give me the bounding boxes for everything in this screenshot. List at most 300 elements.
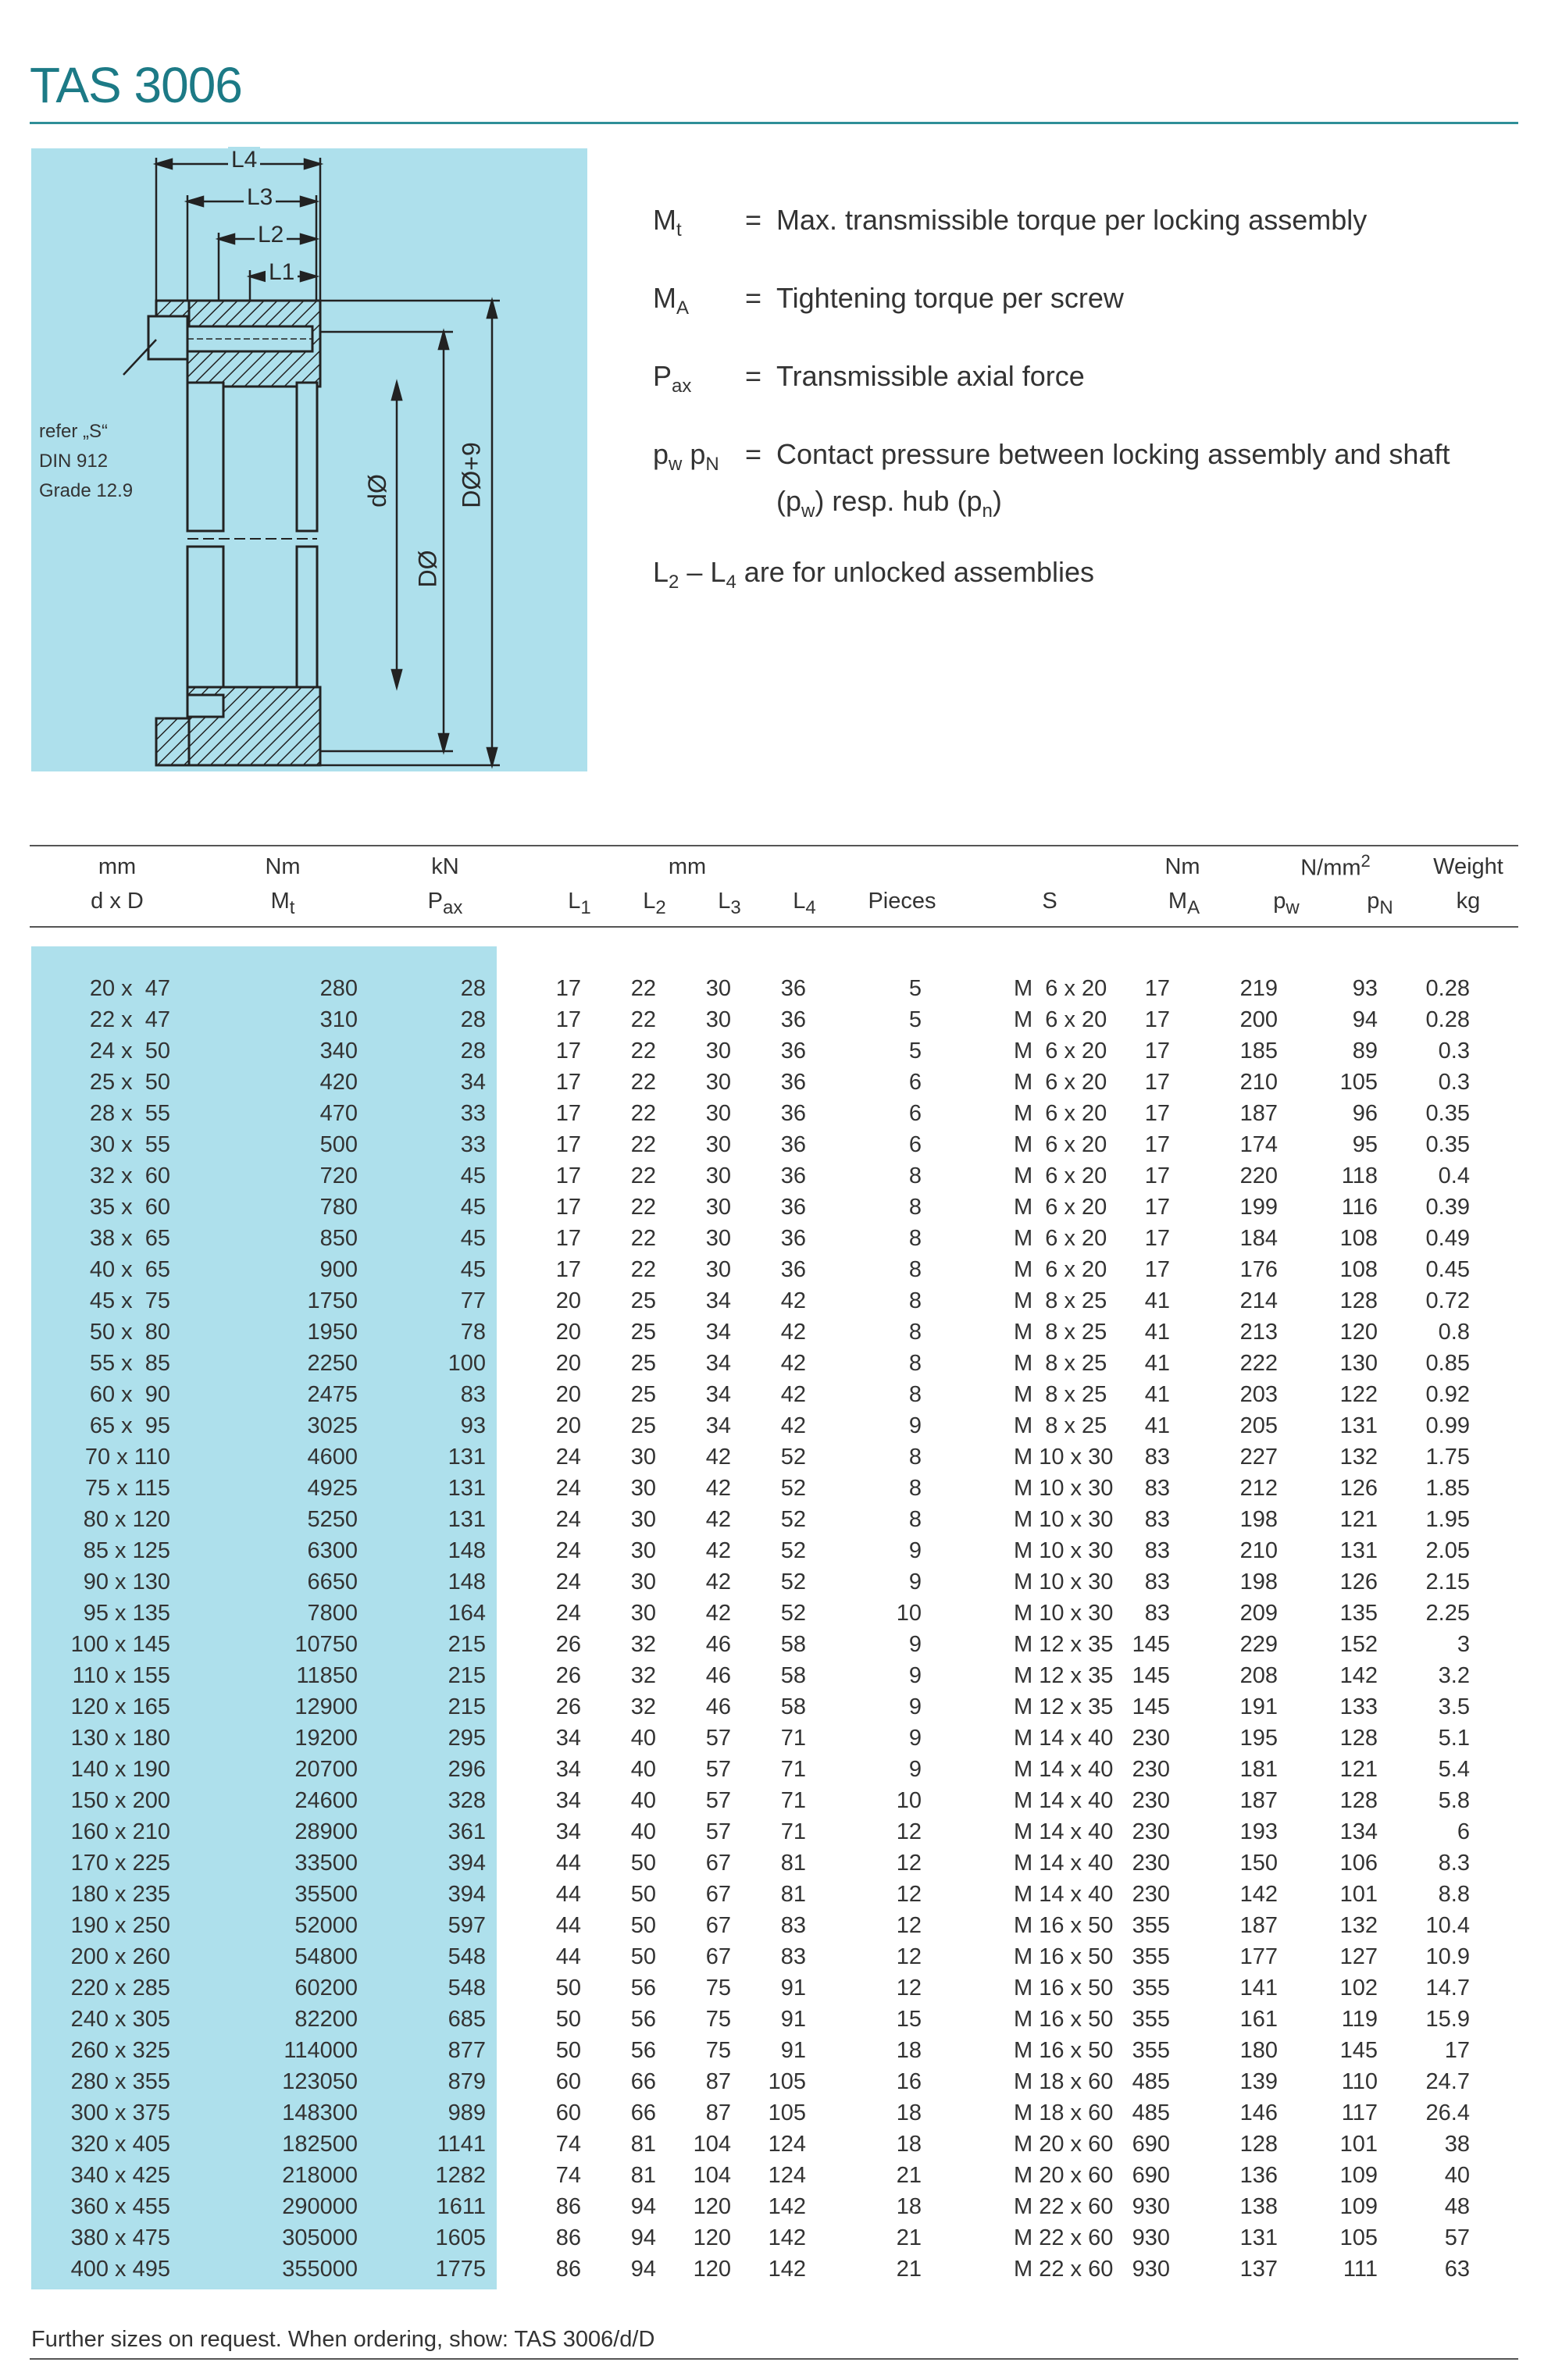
table-cell: 130 x 180 (70, 1725, 170, 1751)
table-cell: 2475 (307, 1381, 358, 1407)
table-cell: 131 (1239, 2225, 1278, 2250)
table-cell: 17 (555, 1007, 581, 1032)
table-cell: 690 (1132, 2131, 1170, 2157)
table-cell: 26 (555, 1631, 581, 1657)
table-cell: M 6 x 20 (1014, 1256, 1107, 1282)
table-row (31, 1941, 1470, 1972)
table-cell: M 14 x 40 (1014, 1725, 1114, 1751)
table-cell: 2.05 (1425, 1537, 1470, 1563)
table-cell: M 18 x 60 (1014, 2068, 1114, 2094)
table-cell: 199 (1239, 1194, 1278, 1220)
table-cell: 41 (1144, 1319, 1170, 1345)
table-cell: M 12 x 35 (1014, 1631, 1114, 1657)
table-cell: 0.35 (1425, 1100, 1470, 1126)
table-cell: 30 (705, 1225, 731, 1251)
table-cell: 41 (1144, 1381, 1170, 1407)
table-cell: 1750 (307, 1288, 358, 1313)
dim-label-l3: L3 (244, 184, 276, 211)
table-cell: 56 (630, 1975, 656, 2001)
table-cell: 380 x 475 (70, 2225, 170, 2250)
col-l2: $L_2$ (643, 889, 666, 918)
table-cell: 8 (908, 1475, 922, 1501)
table-cell: 230 (1132, 1725, 1170, 1751)
table-cell: 131 (1339, 1413, 1378, 1438)
table-cell: 148 (448, 1537, 486, 1563)
table-cell: 24600 (294, 1787, 358, 1813)
label-d: dØ (363, 471, 392, 511)
table-cell: 44 (555, 1944, 581, 1969)
table-cell: 46 (705, 1631, 731, 1657)
table-cell: 142 (768, 2193, 806, 2219)
footer-note: Further sizes on request. When ordering, show: TAS 3006/d/D (31, 2327, 655, 2352)
table-cell: M 8 x 25 (1014, 1288, 1107, 1313)
table-cell: 48 (1444, 2193, 1470, 2219)
table-cell: 110 x 155 (72, 1662, 170, 1688)
table-cell: 485 (1132, 2100, 1170, 2125)
table-row (31, 1285, 1470, 1316)
table-cell: M 14 x 40 (1014, 1850, 1114, 1876)
table-cell: 74 (555, 2131, 581, 2157)
table-cell: 19200 (294, 1725, 358, 1751)
table-cell: 22 (630, 1225, 656, 1251)
unit-nm-ma: Nm (1164, 854, 1200, 879)
table-cell: 30 (630, 1569, 656, 1594)
table-cell: 42 (705, 1475, 731, 1501)
table-cell: 190 x 250 (70, 1912, 170, 1938)
table-cell: 548 (448, 1944, 486, 1969)
footer-rule (30, 2358, 1518, 2360)
legend-symbol: $p_w$ $p_N$ (653, 438, 719, 476)
table-cell: 36 (780, 1163, 806, 1188)
table-cell: 36 (780, 1256, 806, 1282)
table-cell: 1141 (437, 2131, 486, 2157)
table-cell: 2.25 (1425, 1600, 1470, 1626)
table-header-rule (30, 926, 1518, 928)
table-cell: 78 (460, 1319, 486, 1345)
unit-nm: Nm (265, 854, 301, 879)
table-cell: 597 (448, 1912, 486, 1938)
table-cell: 18 (896, 2037, 922, 2063)
table-cell: 35500 (294, 1881, 358, 1907)
table-cell: 132 (1339, 1912, 1378, 1938)
table-cell: 10.4 (1425, 1912, 1470, 1938)
table-cell: 93 (1352, 975, 1378, 1001)
table-cell: 185 (1239, 1038, 1278, 1064)
table-cell: 50 (630, 1944, 656, 1969)
table-cell: 24 (555, 1569, 581, 1594)
table-cell: 187 (1239, 1100, 1278, 1126)
table-cell: 17 (555, 1100, 581, 1126)
table-cell: 30 (630, 1600, 656, 1626)
table-cell: M 14 x 40 (1014, 1787, 1114, 1813)
table-cell: 355 (1132, 1912, 1170, 1938)
table-cell: 40 x 65 (89, 1256, 170, 1282)
table-cell: 0.28 (1425, 1007, 1470, 1032)
table-cell: 200 (1239, 1007, 1278, 1032)
table-cell: 58 (780, 1662, 806, 1688)
table-cell: 44 (555, 1912, 581, 1938)
table-cell: 9 (908, 1569, 922, 1594)
table-row (31, 1067, 1470, 1098)
table-cell: 33 (460, 1131, 486, 1157)
table-cell: 161 (1239, 2006, 1278, 2032)
screw-note (39, 417, 133, 506)
table-cell: 8 (908, 1319, 922, 1345)
table-cell: M 8 x 25 (1014, 1350, 1107, 1376)
table-cell: 40 (630, 1725, 656, 1751)
table-cell: 42 (780, 1288, 806, 1313)
table-cell: M 20 x 60 (1014, 2162, 1114, 2188)
table-cell: 30 (705, 975, 731, 1001)
table-cell: 21 (896, 2225, 922, 2250)
table-cell: 65 x 95 (89, 1413, 170, 1438)
table-row (31, 1379, 1470, 1410)
table-row (31, 1660, 1470, 1691)
table-cell: 126 (1339, 1569, 1378, 1594)
table-cell: 74 (555, 2162, 581, 2188)
table-cell: 101 (1339, 1881, 1378, 1907)
table-cell: 14.7 (1425, 1975, 1470, 2001)
table-cell: 105 (1339, 1069, 1378, 1095)
legend-symbol: $M_A$ (653, 282, 690, 319)
table-cell: 180 (1239, 2037, 1278, 2063)
table-cell: 34 (555, 1787, 581, 1813)
table-cell: 989 (448, 2100, 486, 2125)
table-row (31, 2097, 1470, 2129)
table-cell: 24 (555, 1444, 581, 1470)
table-cell: 34 (555, 1819, 581, 1844)
table-cell: 25 x 50 (89, 1069, 170, 1095)
table-cell: 71 (780, 1756, 806, 1782)
table-cell: 109 (1339, 2162, 1378, 2188)
table-cell: 340 x 425 (70, 2162, 170, 2188)
table-cell: 81 (630, 2162, 656, 2188)
table-row (31, 2129, 1470, 2160)
table-cell: 0.45 (1425, 1256, 1470, 1282)
table-cell: 30 (705, 1038, 731, 1064)
table-cell: 100 (448, 1350, 486, 1376)
table-cell: 20 (555, 1413, 581, 1438)
table-cell: 15.9 (1425, 2006, 1470, 2032)
legend-desc: Transmissible axial force (776, 360, 1085, 392)
table-cell: 86 (555, 2193, 581, 2219)
table-cell: 1.85 (1425, 1475, 1470, 1501)
table-cell: 45 (460, 1194, 486, 1220)
table-cell: 28 (460, 1007, 486, 1032)
table-cell: M 6 x 20 (1014, 1100, 1107, 1126)
unit-weight: Weight (1433, 854, 1503, 879)
table-cell: 56 (630, 2037, 656, 2063)
table-cell: 104 (693, 2131, 731, 2157)
table-cell: 36 (780, 1038, 806, 1064)
table-cell: M 6 x 20 (1014, 1225, 1107, 1251)
table-cell: 203 (1239, 1381, 1278, 1407)
table-cell: 361 (448, 1819, 486, 1844)
col-kg: kg (1456, 889, 1481, 914)
table-cell: M 14 x 40 (1014, 1756, 1114, 1782)
table-cell: 1611 (437, 2193, 486, 2219)
table-cell: 127 (1339, 1944, 1378, 1969)
table-cell: 220 x 285 (70, 1975, 170, 2001)
table-cell: 17 (1144, 1069, 1170, 1095)
table-cell: 174 (1239, 1131, 1278, 1157)
table-cell: 134 (1339, 1819, 1378, 1844)
table-cell: 75 (705, 2006, 731, 2032)
table-cell: 170 x 225 (70, 1850, 170, 1876)
table-cell: 5.1 (1438, 1725, 1470, 1751)
table-cell: 148 (448, 1569, 486, 1594)
table-cell: 12 (896, 1850, 922, 1876)
table-row (31, 1785, 1470, 1816)
col-dxd: d x D (91, 889, 144, 914)
table-cell: 6 (908, 1069, 922, 1095)
table-cell: 200 x 260 (70, 1944, 170, 1969)
table-cell: 83 (460, 1381, 486, 1407)
table-cell: 9 (908, 1756, 922, 1782)
table-cell: 128 (1339, 1288, 1378, 1313)
table-cell: 42 (780, 1413, 806, 1438)
table-cell: 54800 (294, 1944, 358, 1969)
table-cell: 82200 (294, 2006, 358, 2032)
table-cell: 25 (630, 1288, 656, 1313)
table-cell: 229 (1239, 1631, 1278, 1657)
table-cell: 142 (1239, 1881, 1278, 1907)
table-cell: 176 (1239, 1256, 1278, 1282)
unit-mm: mm (98, 854, 137, 879)
table-row (31, 1254, 1470, 1285)
table-cell: 33500 (294, 1850, 358, 1876)
table-cell: 930 (1132, 2193, 1170, 2219)
table-cell: 215 (448, 1694, 486, 1719)
table-cell: M 22 x 60 (1014, 2256, 1114, 2282)
table-cell: 8 (908, 1350, 922, 1376)
table-cell: 20 (555, 1381, 581, 1407)
table-cell: 9 (908, 1537, 922, 1563)
table-cell: 121 (1339, 1756, 1378, 1782)
table-cell: 152 (1339, 1631, 1378, 1657)
table-cell: 50 (630, 1850, 656, 1876)
table-cell: 9 (908, 1662, 922, 1688)
table-cell: 26 (555, 1694, 581, 1719)
table-cell: 145 (1132, 1694, 1170, 1719)
table-cell: 25 (630, 1350, 656, 1376)
table-cell: 230 (1132, 1881, 1170, 1907)
table-cell: 45 x 75 (89, 1288, 170, 1313)
table-cell: M 16 x 50 (1014, 2006, 1114, 2032)
table-cell: 180 x 235 (70, 1881, 170, 1907)
table-cell: 296 (448, 1756, 486, 1782)
table-row (31, 1598, 1470, 1629)
table-cell: 12900 (294, 1694, 358, 1719)
table-cell: 86 (555, 2256, 581, 2282)
table-cell: 290000 (282, 2193, 358, 2219)
table-cell: 137 (1239, 2256, 1278, 2282)
table-cell: 17 (1144, 1194, 1170, 1220)
table-cell: 8 (908, 1194, 922, 1220)
table-cell: 295 (448, 1725, 486, 1751)
table-cell: 3 (1457, 1631, 1470, 1657)
table-cell: 17 (1144, 975, 1170, 1001)
table-cell: 28900 (294, 1819, 358, 1844)
table-cell: 71 (780, 1787, 806, 1813)
table-cell: 260 x 325 (70, 2037, 170, 2063)
table-cell: 131 (448, 1444, 486, 1470)
table-cell: 164 (448, 1600, 486, 1626)
table-cell: 34 (705, 1319, 731, 1345)
table-cell: 30 (705, 1069, 731, 1095)
legend-desc-line: $(p_w)$ resp. hub $(p_n)$ (776, 485, 1002, 522)
table-cell: 130 (1339, 1350, 1378, 1376)
table-cell: 142 (768, 2256, 806, 2282)
table-cell: 240 x 305 (70, 2006, 170, 2032)
table-cell: 218000 (282, 2162, 358, 2188)
table-cell: 22 (630, 975, 656, 1001)
table-cell: 94 (630, 2256, 656, 2282)
table-cell: 20 (555, 1288, 581, 1313)
table-cell: 91 (780, 1975, 806, 2001)
table-cell: 120 x 165 (70, 1694, 170, 1719)
table-cell: 209 (1239, 1600, 1278, 1626)
table-cell: 60 (555, 2068, 581, 2094)
table-cell: 5 (908, 1038, 922, 1064)
table-cell: 131 (1339, 1537, 1378, 1563)
table-cell: 1.75 (1425, 1444, 1470, 1470)
table-cell: 67 (705, 1850, 731, 1876)
table-cell: 133 (1339, 1694, 1378, 1719)
table-cell: M 8 x 25 (1014, 1381, 1107, 1407)
table-cell: 1950 (307, 1319, 358, 1345)
table-cell: 131 (448, 1506, 486, 1532)
table-cell: 12 (896, 1912, 922, 1938)
table-cell: 50 (555, 2006, 581, 2032)
table-cell: 50 (630, 1912, 656, 1938)
table-cell: 1.95 (1425, 1506, 1470, 1532)
table-cell: 75 x 115 (84, 1475, 170, 1501)
table-cell: 38 x 65 (89, 1225, 170, 1251)
table-cell: 877 (448, 2037, 486, 2063)
table-cell: 12 (896, 1819, 922, 1844)
table-cell: 230 (1132, 1819, 1170, 1844)
table-cell: 83 (1144, 1600, 1170, 1626)
table-cell: 57 (705, 1756, 731, 1782)
table-cell: 22 (630, 1163, 656, 1188)
table-cell: 24 (555, 1475, 581, 1501)
table-cell: 17 (1144, 1038, 1170, 1064)
table-cell: 91 (780, 2006, 806, 2032)
table-cell: 42 (705, 1506, 731, 1532)
table-cell: 8 (908, 1506, 922, 1532)
table-cell: 30 (705, 1100, 731, 1126)
table-cell: 45 (460, 1163, 486, 1188)
table-cell: 22 (630, 1256, 656, 1282)
table-cell: 22 (630, 1007, 656, 1032)
table-cell: 0.39 (1425, 1194, 1470, 1220)
table-cell: 95 x 135 (83, 1600, 170, 1626)
table-cell: 17 (1144, 1131, 1170, 1157)
table-cell: 94 (630, 2193, 656, 2219)
table-cell: 30 (630, 1537, 656, 1563)
table-cell: 42 (705, 1600, 731, 1626)
table-cell: 470 (319, 1100, 358, 1126)
table-cell: 1605 (435, 2225, 486, 2250)
table-cell: 320 x 405 (70, 2131, 170, 2157)
table-cell: 780 (319, 1194, 358, 1220)
table-cell: 198 (1239, 1569, 1278, 1594)
table-cell: 9 (908, 1694, 922, 1719)
table-cell: 146 (1239, 2100, 1278, 2125)
table-row (31, 2035, 1470, 2066)
table-cell: 145 (1339, 2037, 1378, 2063)
table-cell: 120 (693, 2256, 731, 2282)
table-cell: 20700 (294, 1756, 358, 1782)
table-cell: 0.35 (1425, 1131, 1470, 1157)
table-cell: 5.4 (1438, 1756, 1470, 1782)
table-cell: 67 (705, 1881, 731, 1907)
table-cell: 17 (555, 1131, 581, 1157)
table-cell: 17 (555, 1194, 581, 1220)
table-cell: 87 (705, 2068, 731, 2094)
table-cell: 104 (693, 2162, 731, 2188)
table-cell: M 6 x 20 (1014, 1069, 1107, 1095)
table-cell: 21 (896, 2162, 922, 2188)
table-cell: 34 (555, 1725, 581, 1751)
table-cell: 52000 (294, 1912, 358, 1938)
table-cell: 52 (780, 1600, 806, 1626)
table-cell: 89 (1352, 1038, 1378, 1064)
table-cell: 71 (780, 1819, 806, 1844)
table-cell: 7800 (307, 1600, 358, 1626)
table-row (31, 2066, 1470, 2097)
table-cell: 110 (1341, 2068, 1378, 2094)
table-cell: M 10 x 30 (1014, 1569, 1114, 1594)
table-cell: 108 (1339, 1256, 1378, 1282)
table-row (31, 1566, 1470, 1598)
table-cell: 57 (705, 1787, 731, 1813)
table-cell: 93 (460, 1413, 486, 1438)
table-cell: 91 (780, 2037, 806, 2063)
table-cell: 36 (780, 1100, 806, 1126)
table-cell: 80 x 120 (83, 1506, 170, 1532)
table-cell: 0.28 (1425, 975, 1470, 1001)
table-cell: 30 (630, 1475, 656, 1501)
table-cell: 187 (1239, 1912, 1278, 1938)
table-cell: 41 (1144, 1413, 1170, 1438)
table-cell: 485 (1132, 2068, 1170, 2094)
table-cell: 83 (1144, 1569, 1170, 1594)
table-cell: 8 (908, 1225, 922, 1251)
table-cell: 18 (896, 2100, 922, 2125)
table-cell: 32 x 60 (89, 1163, 170, 1188)
dimensions-table (31, 973, 1470, 2285)
table-cell: 205 (1239, 1413, 1278, 1438)
table-cell: 83 (1144, 1506, 1170, 1532)
table-cell: 58 (780, 1631, 806, 1657)
table-cell: 360 x 455 (70, 2193, 170, 2219)
table-cell: 148300 (282, 2100, 358, 2125)
table-cell: 36 (780, 1131, 806, 1157)
table-cell: 42 (780, 1350, 806, 1376)
table-cell: 120 (693, 2193, 731, 2219)
table-cell: 122 (1339, 1381, 1378, 1407)
col-ma: $M_A$ (1168, 889, 1200, 918)
table-cell: 182500 (282, 2131, 358, 2157)
table-cell: M 20 x 60 (1014, 2131, 1114, 2157)
table-cell: 11850 (296, 1662, 358, 1688)
table-cell: 34 (705, 1381, 731, 1407)
table-cell: 685 (448, 2006, 486, 2032)
page-title: TAS 3006 (30, 57, 242, 113)
label-D: DØ (414, 547, 443, 591)
